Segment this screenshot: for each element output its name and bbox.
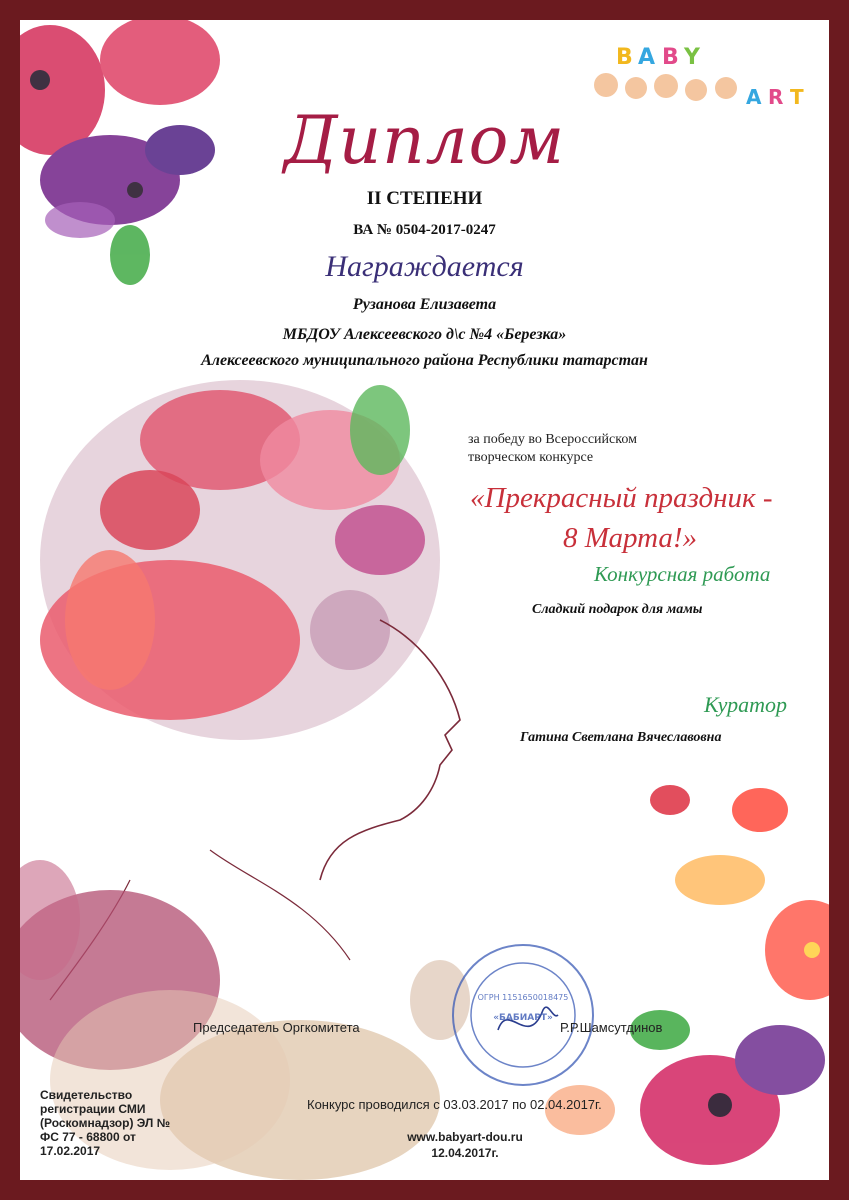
work-label: Конкурсная работа [594, 562, 771, 586]
svg-text:B: B [616, 45, 633, 70]
official-stamp [448, 940, 598, 1090]
contest-title-line2: 8 Марта!» [562, 522, 698, 554]
organization-line2: Алексеевского муниципального района Республики татарстан [201, 352, 648, 369]
issue-date: 12.04.2017г. [431, 1146, 499, 1160]
svg-text:ОГРН 1151650018475: ОГРН 1151650018475 [477, 993, 569, 1002]
recipient-name: Рузанова Елизавета [352, 296, 497, 313]
diploma-degree: II СТЕПЕНИ [366, 188, 483, 209]
website-link[interactable]: www.babyart-dou.ru [407, 1130, 523, 1144]
smi-line: Свидетельство [40, 1088, 133, 1102]
svg-text:A: A [638, 45, 656, 70]
svg-text:R: R [768, 85, 784, 109]
smi-line: регистрации СМИ [40, 1102, 146, 1116]
svg-text:B: B [662, 45, 679, 70]
contest-title-line1: «Прекрасный праздник - [470, 482, 773, 514]
svg-text:«БАБИАРТ»: «БАБИАРТ» [493, 1013, 553, 1023]
svg-text:A: A [746, 85, 762, 109]
curator-name: Гатина Светлана Вячеславовна [520, 730, 722, 745]
work-title: Сладкий подарок для мамы [532, 602, 703, 617]
chair-name: Р.Р.Шамсутдинов [560, 1020, 663, 1035]
smi-line: ФС 77 - 68800 от [40, 1130, 136, 1144]
for-line2: творческом конкурсе [468, 450, 594, 465]
babyart-logo [576, 40, 816, 110]
diploma-title: Диплом [283, 102, 566, 179]
awarded-label: Награждается [325, 250, 524, 283]
diploma-sheet [20, 20, 829, 1180]
diploma-number: ВА № 0504-2017-0247 [353, 222, 496, 238]
curator-label: Куратор [704, 692, 788, 717]
chair-label: Председатель Оргкомитета [193, 1020, 360, 1035]
for-line1: за победу во Всероссийском [468, 432, 637, 447]
contest-period: Конкурс проводился с 03.03.2017 по 02.04.2017г. [307, 1097, 602, 1112]
svg-text:T: T [790, 85, 804, 109]
organization-line1: МБДОУ Алексеевского д\с №4 «Березка» [282, 326, 567, 343]
media-registration-note [40, 1088, 240, 1158]
smi-line: (Роскомнадзор) ЭЛ № [40, 1116, 170, 1130]
smi-line: 17.02.2017 [40, 1144, 101, 1158]
svg-text:Y: Y [684, 45, 700, 70]
